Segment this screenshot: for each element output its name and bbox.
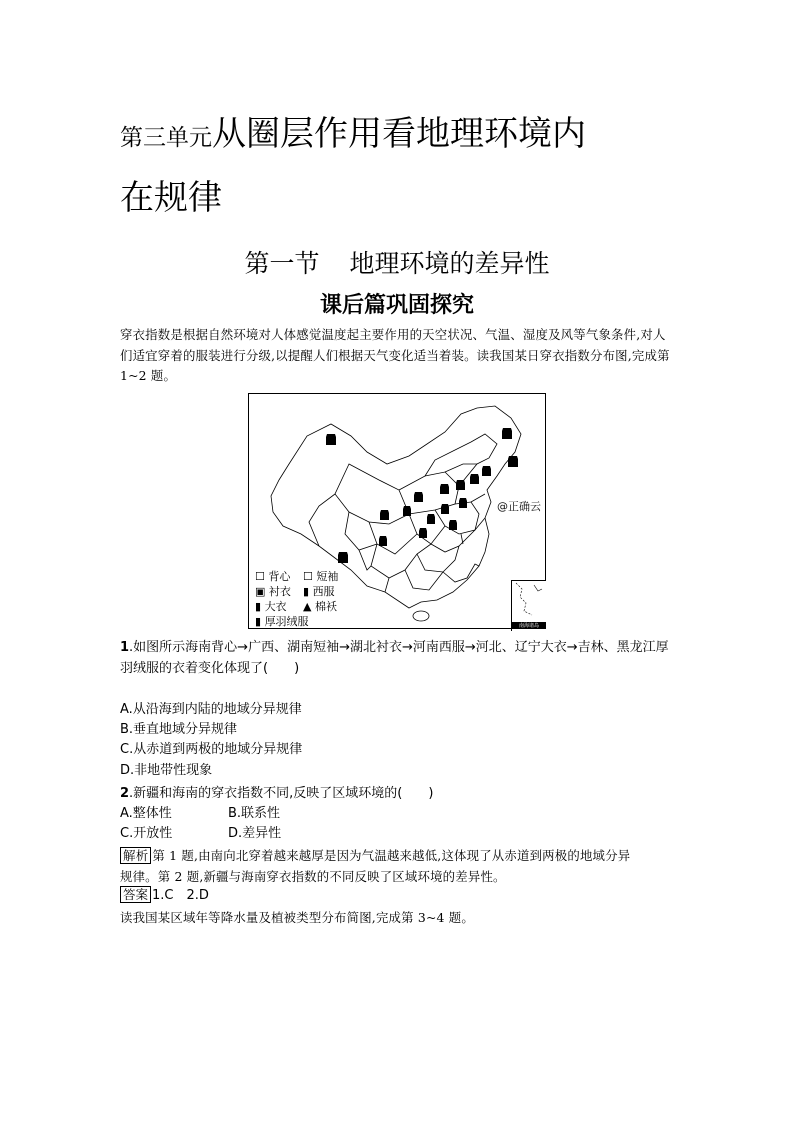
question-number: 2	[120, 786, 130, 801]
coat-marker	[470, 474, 479, 484]
q1-option-d[interactable]: D.非地带性现象	[120, 763, 213, 778]
coat-marker	[440, 484, 449, 494]
page-subtitle: 课后篇巩固探究	[319, 293, 474, 318]
suit-marker	[449, 520, 457, 530]
q2-option-d[interactable]: D.差异性	[228, 826, 282, 841]
answer-text: 1.C 2.D	[152, 888, 209, 903]
down-jacket-marker	[502, 428, 512, 439]
down-jacket-marker	[326, 434, 336, 445]
cotton-jacket-icon: ▲	[303, 600, 312, 613]
question-2	[120, 783, 676, 804]
q1-option-c[interactable]: C.从赤道到两极的地域分异规律	[120, 742, 303, 757]
unit-title-line1: 从圈层作用看地理环境内	[212, 114, 586, 154]
unit-title	[120, 106, 586, 155]
suit-marker	[403, 506, 411, 516]
section-number: 第一节	[244, 249, 320, 278]
question-text: .如图所示海南背心→广西、湖南短袖→湖北衬衣→河南西服→河北、辽宁大衣→吉林、黑龙江厚羽绒服的衣着变化体现了( )	[120, 640, 669, 676]
suit-marker	[459, 498, 467, 508]
cotton-jacket-marker	[338, 552, 348, 563]
suit-marker	[379, 536, 387, 546]
inset-map	[512, 581, 546, 621]
answer-tag: 答案	[120, 886, 151, 903]
down-jacket-icon: ▮	[255, 615, 262, 628]
intro-paragraph: 穿衣指数是根据自然环境对人体感觉温度起主要作用的天空状况、气温、湿度及风等气象条件,对人们适宜穿着的服装进行分级,以提醒人们根据天气变化适当着装。读我国某日穿衣指数分布图,完成第 1~2 题。	[120, 327, 670, 383]
vest-icon: ☐	[255, 570, 265, 583]
suit-marker	[441, 504, 449, 514]
legend-vest: ☐ 背心	[255, 570, 291, 583]
suit-marker	[419, 528, 427, 538]
coat-marker	[414, 492, 423, 502]
watermark: @正确云	[497, 500, 541, 513]
section-name: 地理环境的差异性	[349, 249, 550, 278]
legend-coat: ▮ 大衣	[255, 600, 287, 613]
coat-marker	[380, 510, 389, 520]
unit-title-line2: 在规律	[120, 178, 222, 218]
coat-marker	[456, 480, 465, 490]
short-sleeve-icon: ☐	[303, 570, 313, 583]
coat-icon: ▮	[255, 600, 262, 613]
q2-option-a[interactable]: A.整体性	[120, 806, 172, 821]
down-jacket-marker	[508, 456, 518, 467]
analysis-block	[120, 846, 676, 887]
suit-marker	[427, 514, 435, 524]
clothing-index-map	[248, 393, 546, 629]
q1-option-a[interactable]: A.从沿海到内陆的地域分异规律	[120, 702, 302, 717]
legend-short-sleeve: ☐ 短袖	[303, 570, 339, 583]
legend-cotton-jacket: ▲ 棉袄	[303, 600, 337, 613]
shirt-icon: ▣	[255, 585, 266, 598]
unit-prefix: 第三单元	[120, 125, 212, 151]
analysis-line2: 规律。第 2 题,新疆与海南穿衣指数的不同反映了区域环境的差异性。	[120, 868, 506, 884]
question-text: .新疆和海南的穿衣指数不同,反映了区域环境的( )	[129, 786, 434, 801]
answer-block	[120, 886, 209, 906]
suit-icon: ▮	[303, 585, 310, 598]
south-china-sea-inset	[511, 580, 546, 631]
coat-marker	[482, 466, 491, 476]
question-1	[120, 637, 676, 679]
legend-suit: ▮ 西服	[303, 585, 335, 598]
legend-shirt: ▣ 衬衣	[255, 585, 291, 598]
inset-label: 南海诸岛	[512, 622, 546, 629]
question-number: 1	[120, 640, 130, 655]
q1-option-b[interactable]: B.垂直地域分异规律	[120, 722, 238, 737]
analysis-line1: 第 1 题,由南向北穿着越来越厚是因为气温越来越低,这体现了从赤道到两极的地域分异	[152, 848, 631, 863]
next-intro-paragraph: 读我国某区域年等降水量及植被类型分布简图,完成第 3~4 题。	[120, 910, 474, 925]
q2-option-c[interactable]: C.开放性	[120, 826, 173, 841]
legend-down-jacket: ▮ 厚羽绒服	[255, 615, 309, 628]
section-title	[0, 244, 794, 280]
analysis-tag: 解析	[120, 847, 151, 864]
q2-option-b[interactable]: B.联系性	[228, 806, 281, 821]
